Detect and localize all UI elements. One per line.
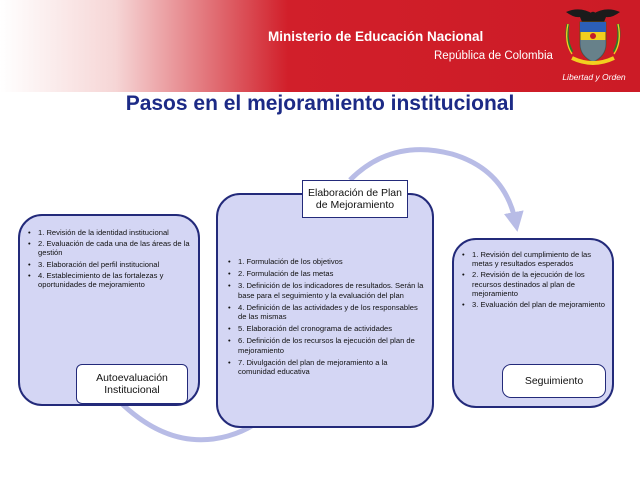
page-title: Pasos en el mejoramiento institucional xyxy=(125,92,515,115)
republic-name: República de Colombia xyxy=(434,50,553,62)
list-item: • 1. Revisión del cumplimiento de las metas y resultados esperados xyxy=(460,250,608,268)
step-label-autoevaluacion: Autoevaluación Institucional xyxy=(76,364,188,404)
list-item: • 4. Definición de las actividades y de los responsables de las mismas xyxy=(226,303,426,321)
ministry-name: Ministerio de Educación Nacional xyxy=(268,29,484,44)
motto-text: Libertad y Orden xyxy=(562,72,626,82)
list-item: • 3. Definición de los indicadores de resultados. Serán la base para el seguimiento y la evaluación del plan xyxy=(226,281,426,299)
list-item: • 7. Divulgación del plan de mejoramiento a la comunidad educativa xyxy=(226,358,426,376)
list-item: • 6. Definición de los recursos la ejecución del plan de mejoramiento xyxy=(226,336,426,354)
list-item: • 2. Formulación de las metas xyxy=(226,269,426,278)
seguimiento-steps-list xyxy=(460,250,608,311)
step-label-seguimiento: Seguimiento xyxy=(502,364,606,398)
list-item: • 5. Elaboración del cronograma de actividades xyxy=(226,324,426,333)
plan-steps-list xyxy=(226,257,426,379)
step-label-plan: Elaboración de Plan de Mejoramiento xyxy=(302,180,408,218)
list-item: • 3. Elaboración del perfil institucional xyxy=(26,260,194,269)
list-item: • 1. Formulación de los objetivos xyxy=(226,257,426,266)
list-item: • 2. Revisión de la ejecución de los recursos destinados al plan de mejoramiento xyxy=(460,270,608,298)
autoevaluacion-steps-list xyxy=(26,228,194,291)
list-item: • 2. Evaluación de cada una de las áreas de la gestión xyxy=(26,239,194,257)
list-item: • 3. Evaluación del plan de mejoramiento xyxy=(460,300,608,309)
list-item: • 1. Revisión de la identidad institucional xyxy=(26,228,194,237)
list-item: • 4. Establecimiento de las fortalezas y oportunidades de mejoramiento xyxy=(26,271,194,289)
